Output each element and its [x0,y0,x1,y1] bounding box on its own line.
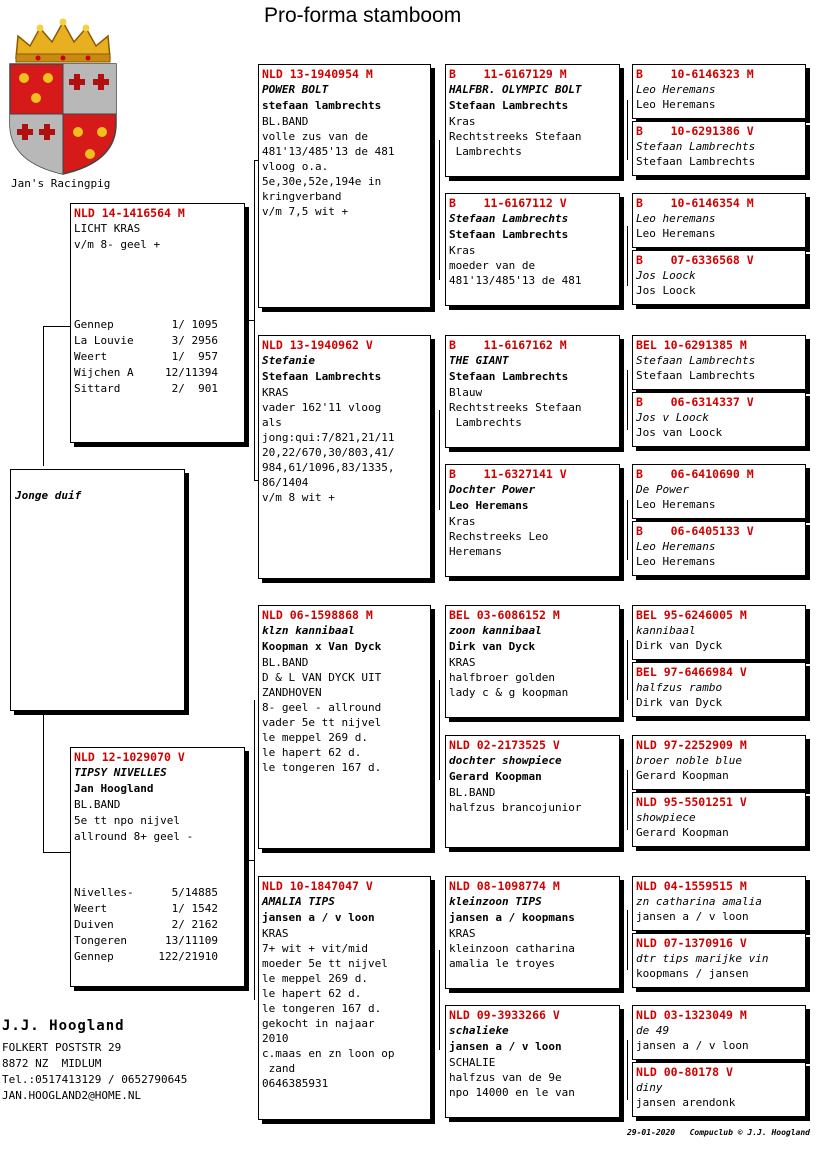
owner-name: Stefaan Lambrechts [449,228,569,241]
info-line: 8- geel - allround [262,701,382,714]
info-line: 5e,30e,52e,194e in [262,175,382,188]
ring-number: B 06-6314337 V [636,395,754,409]
owner-name: Leo Heremans [636,498,716,511]
footer [627,1128,810,1137]
info-line: 7+ wit + vit/mid [262,942,368,955]
owner-name: jansen a / v loon [262,911,375,924]
ring-number: BEL 03-6086152 M [449,608,560,622]
owner-name: stefaan lambrechts [262,99,382,112]
owner-name: Stefaan Lambrechts [449,370,569,383]
pigeon-name: Stefanie [262,354,315,367]
great-grandparent-box [445,64,620,177]
crown-shield-icon [8,14,118,176]
connector-line [627,226,628,286]
ring-number: NLD 04-1559515 M [636,879,747,893]
ancestor-box [632,392,806,447]
info-line: 481'13/485'13 de 481 [449,274,582,287]
connector-line [43,326,70,327]
info-line: jong:qui:7/821,21/11 [262,431,395,444]
connector-line [439,680,440,780]
result-row: Weert 1/ 1542 [74,902,218,915]
pigeon-name: POWER BOLT [262,83,329,96]
connector-line [43,326,44,466]
pigeon-name: kannibaal [636,624,696,637]
info-line: amalia le troyes [449,957,555,970]
breeder-address: FOLKERT POSTSTR 29 [2,1041,122,1054]
ancestor-box [632,335,806,390]
great-grandparent-box [445,464,620,577]
info-line: lady c & g koopman [449,686,569,699]
owner-name: Gerard Koopman [449,770,542,783]
info-line: volle zus van de [262,130,368,143]
info-line: Rechtstreeks Stefaan [449,401,582,414]
info-line: BL.BAND [262,115,309,128]
ancestor-box [632,250,806,305]
ancestor-box [632,792,806,847]
result-row: Sittard 2/ 901 [74,382,218,395]
ring-number: B 11-6327141 V [449,467,567,481]
mother-box [70,747,245,987]
info-line: 2010 [262,1032,289,1045]
owner-name: Koopman x Van Dyck [262,640,382,653]
great-grandparent-box [445,193,620,306]
info-line: Kras [449,115,476,128]
subject-box [10,469,185,711]
owner-name: Dirk van Dyck [449,640,536,653]
pigeon-name: Dochter Power [449,483,536,496]
ancestor-box [632,1005,806,1060]
ring-number: NLD 13-1940954 M [262,67,373,81]
ancestor-box [632,735,806,790]
pigeon-name: Stefaan Lambrechts [636,140,756,153]
ancestor-box [632,662,806,717]
info-line: KRAS [449,927,476,940]
info-line: als [262,416,282,429]
owner-name: Leo Heremans [449,499,529,512]
owner-name: Dirk van Dyck [636,696,723,709]
result-row: Wijchen A 12/11394 [74,366,218,379]
info-line: BL.BAND [74,798,121,811]
ring-number: NLD 08-1098774 M [449,879,560,893]
info-line: 481'13/485'13 de 481 [262,145,395,158]
info-line: 20,22/670,30/803,41/ [262,446,395,459]
owner-name: Stefaan Lambrechts [636,155,756,168]
pigeon-name: kleinzoon TIPS [449,895,542,908]
info-line: le hapert 62 d. [262,987,362,1000]
connector-line [43,852,70,853]
owner-name: Stefaan Lambrechts [449,99,569,112]
owner-name: Jan Hoogland [74,782,154,795]
owner-name: Leo Heremans [636,227,716,240]
pigeon-name: Stefaan Lambrechts [449,212,569,225]
grandparent-box [258,335,431,579]
owner-name: Gerard Koopman [636,826,729,839]
great-grandparent-box [445,735,620,848]
info-line: v/m 7,5 wit + [262,205,349,218]
ring-number: B 10-6291386 V [636,124,754,138]
ring-number: NLD 06-1598868 M [262,608,373,622]
footer-date: 29-01-2020 [626,1128,676,1137]
info-line: Heremans [449,545,502,558]
ring-number: B 11-6167129 M [449,67,567,81]
ring-number: B 06-6405133 V [636,524,754,538]
ring-number: B 11-6167112 V [449,196,567,210]
info-line: le tongeren 167 d. [262,1002,382,1015]
connector-line [439,410,440,510]
info-line: 5e tt npo nijvel [74,814,180,827]
info-line: LICHT KRAS [74,222,141,235]
pigeon-name: Leo Heremans [636,540,716,553]
ring-number: NLD 97-2252909 M [636,738,747,752]
ancestor-box [632,464,806,519]
ring-number: BEL 97-6466984 V [636,665,747,679]
breeder-email: JAN.HOOGLAND2@HOME.NL [2,1089,142,1102]
result-row: Tongeren 13/11109 [74,934,218,947]
info-line: SCHALIE [449,1056,496,1069]
result-row: Weert 1/ 957 [74,350,218,363]
info-line: kringverband [262,190,342,203]
owner-name: jansen a / v loon [449,1040,562,1053]
grandparent-box [258,876,431,1120]
logo-label: Jan's Racingpig [11,177,111,190]
ring-number: NLD 02-2173525 V [449,738,560,752]
ring-number: B 07-6336568 V [636,253,754,267]
info-line: Blauw [449,386,483,399]
pigeon-name: Stefaan Lambrechts [636,354,756,367]
connector-line [439,140,440,280]
info-line: ZANDHOVEN [262,686,322,699]
owner-name: Jos Loock [636,284,696,297]
info-line: Rechstreeks Leo [449,530,549,543]
pigeon-name: zn catharina amalia [636,895,762,908]
grandparent-box [258,605,431,849]
pigeon-name: diny [636,1081,663,1094]
info-line: le hapert 62 d. [262,746,362,759]
ring-number: NLD 09-3933266 V [449,1008,560,1022]
breeder-name: J.J. Hoogland [2,1018,125,1034]
owner-name: Leo Heremans [636,555,716,568]
pigeon-name: De Power [636,483,689,496]
pigeon-name: THE GIANT [449,354,509,367]
info-line: halfzus van de 9e [449,1071,562,1084]
info-line: moeder 5e tt nijvel [262,957,388,970]
ancestor-box [632,521,806,576]
page-title: Pro-forma stamboom [264,4,462,27]
great-grandparent-box [445,876,620,989]
ring-number: NLD 14-1416564 M [74,206,185,220]
great-grandparent-box [445,605,620,718]
pigeon-name: showpiece [636,811,696,824]
ancestor-box [632,933,806,988]
footer-credit: Compuclub © J.J. Hoogland [689,1128,810,1137]
connector-line [627,640,628,700]
breeder-info [2,1018,187,1104]
info-line: Lambrechts [449,416,522,429]
info-line: c.maas en zn loon op [262,1047,395,1060]
info-line: npo 14000 en le van [449,1086,575,1099]
grandparent-box [258,64,431,308]
info-line: 984,61/1096,83/1335, [262,461,395,474]
info-line: le meppel 269 d. [262,731,368,744]
ancestor-box [632,1062,806,1117]
breeder-phone: Tel.:0517413129 / 0652790645 [2,1073,188,1086]
pigeon-name: dochter showpiece [449,754,562,767]
subject-label: Jonge duif [15,489,82,502]
owner-name: jansen a / koopmans [449,911,575,924]
result-row: Nivelles- 5/14885 [74,886,218,899]
connector-line [254,700,255,1000]
breeder-postcode: 8872 NZ MIDLUM [2,1057,102,1070]
connector-line [254,160,255,480]
info-line: moeder van de [449,259,536,272]
pigeon-name: schalieke [449,1024,509,1037]
info-line: halfbroer golden [449,671,555,684]
ring-number: NLD 00-80178 V [636,1065,733,1079]
pigeon-name: Leo Heremans [636,83,716,96]
owner-name: koopmans / jansen [636,967,749,980]
ancestor-box [632,876,806,931]
ring-number: B 10-6146354 M [636,196,754,210]
pigeon-name: TIPSY NIVELLES [74,766,167,779]
info-line: zand [262,1062,296,1075]
ancestor-box [632,605,806,660]
connector-line [627,500,628,560]
connector-line [244,860,254,861]
pigeon-name: Jos Loock [636,269,696,282]
info-line: gekocht in najaar [262,1017,375,1030]
connector-line [627,770,628,830]
ring-number: NLD 13-1940962 V [262,338,373,352]
pigeon-name: broer noble blue [636,754,742,767]
pigeon-name: halfzus rambo [636,681,723,694]
owner-name: jansen arendonk [636,1096,736,1109]
info-line: BL.BAND [449,786,496,799]
connector-line [627,1040,628,1100]
ring-number: B 06-6410690 M [636,467,754,481]
info-line: vader 162'11 vloog [262,401,382,414]
owner-name: Stefaan Lambrechts [636,369,756,382]
owner-name: Leo Heremans [636,98,716,111]
connector-line [439,950,440,1050]
great-grandparent-box [445,1005,620,1118]
ring-number: NLD 12-1029070 V [74,750,185,764]
ring-number: NLD 03-1323049 M [636,1008,747,1022]
result-row: Duiven 2/ 2162 [74,918,218,931]
info-line: 86/1404 [262,476,309,489]
owner-name: Gerard Koopman [636,769,729,782]
info-line: v/m 8- geel + [74,238,161,251]
connector-line [627,370,628,430]
info-line: halfzus brancojunior [449,801,582,814]
owner-name: jansen a / v loon [636,910,749,923]
pigeon-name: HALFBR. OLYMPIC BOLT [449,83,582,96]
connector-line [244,320,254,321]
coat-of-arms-logo [8,14,118,176]
info-line: Rechtstreeks Stefaan [449,130,582,143]
pigeon-name: AMALIA TIPS [262,895,335,908]
pigeon-name: zoon kannibaal [449,624,542,637]
connector-line [627,100,628,160]
result-row: La Louvie 3/ 2956 [74,334,218,347]
info-line: le tongeren 167 d. [262,761,382,774]
info-line: le meppel 269 d. [262,972,368,985]
info-line: BL.BAND [262,656,309,669]
ancestor-box [632,64,806,119]
ancestor-box [632,193,806,248]
ancestor-box [632,121,806,176]
info-line: Kras [449,515,476,528]
connector-line [627,910,628,970]
ring-number: BEL 95-6246005 M [636,608,747,622]
info-line: KRAS [262,386,289,399]
pigeon-name: Jos v Loock [636,411,709,424]
ring-number: NLD 07-1370916 V [636,936,747,950]
connector-line [43,714,44,852]
pigeon-name: Leo heremans [636,212,716,225]
info-line: vloog o.a. [262,160,329,173]
ring-number: NLD 95-5501251 V [636,795,747,809]
info-line: KRAS [262,927,289,940]
info-line: kleinzoon catharina [449,942,575,955]
info-line: KRAS [449,656,476,669]
ring-number: NLD 10-1847047 V [262,879,373,893]
owner-name: jansen a / v loon [636,1039,749,1052]
pigeon-name: dtr tips marijke vin [636,952,769,965]
father-box [70,203,245,443]
pigeon-name: de 49 [636,1024,670,1037]
info-line: 0646385931 [262,1077,329,1090]
result-row: Gennep 122/21910 [74,950,218,963]
owner-name: Dirk van Dyck [636,639,723,652]
info-line: D & L VAN DYCK UIT [262,671,382,684]
info-line: Kras [449,244,476,257]
info-line: v/m 8 wit + [262,491,335,504]
ring-number: B 11-6167162 M [449,338,567,352]
info-line: Lambrechts [449,145,522,158]
owner-name: Jos van Loock [636,426,723,439]
result-row: Gennep 1/ 1095 [74,318,218,331]
ring-number: B 10-6146323 M [636,67,754,81]
pigeon-name: klzn kannibaal [262,624,355,637]
owner-name: Stefaan Lambrechts [262,370,382,383]
info-line: vader 5e tt nijvel [262,716,382,729]
great-grandparent-box [445,335,620,448]
info-line: allround 8+ geel - [74,830,194,843]
ring-number: BEL 10-6291385 M [636,338,747,352]
